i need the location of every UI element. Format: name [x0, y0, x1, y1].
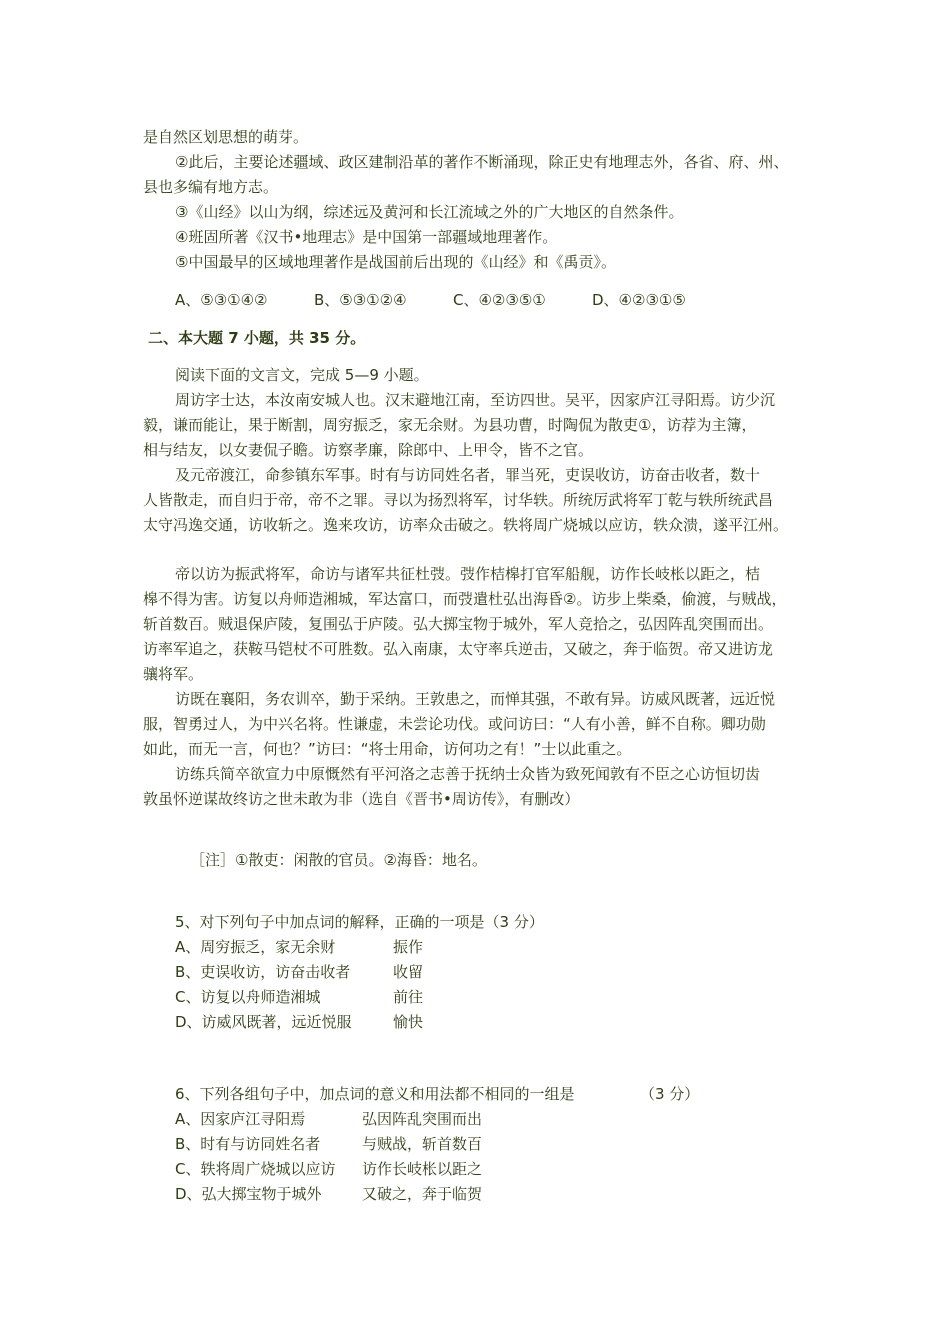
- q6-option-c-right: 访作长岐枨以距之: [362, 1160, 483, 1178]
- text-line: ③《山经》以山为纲，综述远及黄河和长江流域之外的广大地区的自然条件。: [175, 203, 684, 221]
- q6-option-b-right: 与贼战，斩首数百: [362, 1135, 483, 1153]
- q6-option-b-left: B、时有与访同姓名者: [175, 1135, 321, 1153]
- passage-line: 访练兵简卒欲宣力中原慨然有平河洛之志善于抚纳士众皆为致死闻敦有不臣之心访恒切齿: [175, 765, 761, 783]
- q6-option-c-left: C、轶将周广烧城以应访: [175, 1160, 336, 1178]
- passage-line: 访率军追之，获鞍马铠杖不可胜数。弘入南康，太守率兵逆击，又破之，奔于临贺。帝又进访龙: [143, 640, 774, 658]
- passage-line: 骧将军。: [143, 665, 204, 683]
- q6-option-d-left: D、弘大掷宝物于城外: [175, 1185, 322, 1203]
- q5-option-d-gloss: 愉快: [393, 1013, 424, 1031]
- q5-option-b: B、吏误收访，访奋击收者: [175, 963, 351, 981]
- text-line: 是自然区划思想的萌芽。: [143, 128, 309, 146]
- q5-option-d: D、访威风既著，远近悦服: [175, 1013, 352, 1031]
- q4-option-b: B、⑤③①②④: [314, 291, 407, 309]
- passage-line: 及元帝渡江，命参镇东军事。时有与访同姓名者，罪当死，吏误收访，访奋击收者，数十: [175, 466, 761, 484]
- section-heading: 二、本大题 7 小题，共 35 分。: [148, 329, 366, 347]
- passage-line: 访既在襄阳，务农训卒，勤于采纳。王敦患之，而惮其强，不敢有异。访威风既著，远近悦: [175, 690, 776, 708]
- q5-option-c: C、访复以舟师造湘城: [175, 988, 321, 1006]
- q6-option-a-left: A、因家庐江寻阳焉: [175, 1110, 306, 1128]
- passage-line: 帝以访为振武将军，命访与诸军共征杜弢。弢作桔槔打官军船舰，访作长岐枨以距之，桔: [175, 565, 761, 583]
- q5-option-a: A、周穷振乏，家无余财: [175, 938, 336, 956]
- q4-option-d: D、④②③①⑤: [592, 291, 686, 309]
- text-line: 县也多编有地方志。: [143, 178, 279, 196]
- q6-stem: 6、下列各组句子中，加点词的意义和用法都不相同的一组是: [175, 1085, 575, 1103]
- passage-line: 如此，而无一言，何也？”访曰：“将士用命，访何功之有！”士以此重之。: [143, 740, 632, 758]
- q6-score: （3 分）: [640, 1085, 700, 1103]
- passage-line: 服，智勇过人，为中兴名将。性谦虚，未尝论功伐。或问访曰：“人有小善，鲜不自称。卿功勋: [143, 715, 766, 733]
- passage-line: 相与结友，以女妻侃子瞻。访察孝廉，除郎中、上甲令，皆不之官。: [143, 441, 594, 459]
- q6-option-a-right: 弘因阵乱突围而出: [362, 1110, 483, 1128]
- q5-option-b-gloss: 收留: [393, 963, 424, 981]
- q5-option-c-gloss: 前往: [393, 988, 424, 1006]
- passage-intro: 阅读下面的文言文，完成 5—9 小题。: [175, 366, 429, 384]
- text-line: ⑤中国最早的区域地理著作是战国前后出现的《山经》和《禹贡》。: [175, 253, 616, 271]
- passage-line: 周访字士达，本汝南安城人也。汉末避地江南，至访四世。吴平，因家庐江寻阳焉。访少沉: [175, 391, 776, 409]
- passage-line: 太守冯逸交通，访收斩之。逸来攻访，访率众击破之。轶将周广烧城以应访，轶众溃，遂平江州。: [143, 516, 789, 534]
- q6-option-d-right: 又破之，奔于临贺: [362, 1185, 483, 1203]
- passage-line: 人皆散走，而自归于帝，帝不之罪。寻以为扬烈将军，讨华轶。所统厉武将军丁乾与轶所统武昌: [143, 491, 774, 509]
- passage-line: 斩首数百。贼退保庐陵，复围弘于庐陵。弘大掷宝物于城外，军人竞拾之，弘因阵乱突围而出。: [143, 615, 774, 633]
- passage-line: 槔不得为害。访复以舟师造湘城，军达富口，而弢遣杜弘出海昏②。访步上柴桑，偷渡，与贼战，: [143, 590, 787, 608]
- passage-line: 毅，谦而能让，果于断割，周穷振乏，家无余财。为县功曹，时陶侃为散吏①，访荐为主簿，: [143, 416, 757, 434]
- text-line: ④班固所著《汉书•地理志》是中国第一部疆域地理著作。: [175, 228, 558, 246]
- q4-option-a: A、⑤③①④②: [175, 291, 268, 309]
- passage-line: 敦虽怀逆谋故终访之世未敢为非（选自《晋书•周访传》，有删改）: [143, 790, 580, 808]
- text-line: ②此后，主要论述疆域、政区建制沿革的著作不断涌现，除正史有地理志外，各省、府、州、: [175, 153, 789, 171]
- q4-option-c: C、④②③⑤①: [453, 291, 546, 309]
- q5-option-a-gloss: 振作: [393, 938, 424, 956]
- q5-stem: 5、对下列句子中加点词的解释，正确的一项是（3 分）: [175, 913, 544, 931]
- footnote: ［注］①散吏：闲散的官员。②海昏：地名。: [190, 851, 487, 869]
